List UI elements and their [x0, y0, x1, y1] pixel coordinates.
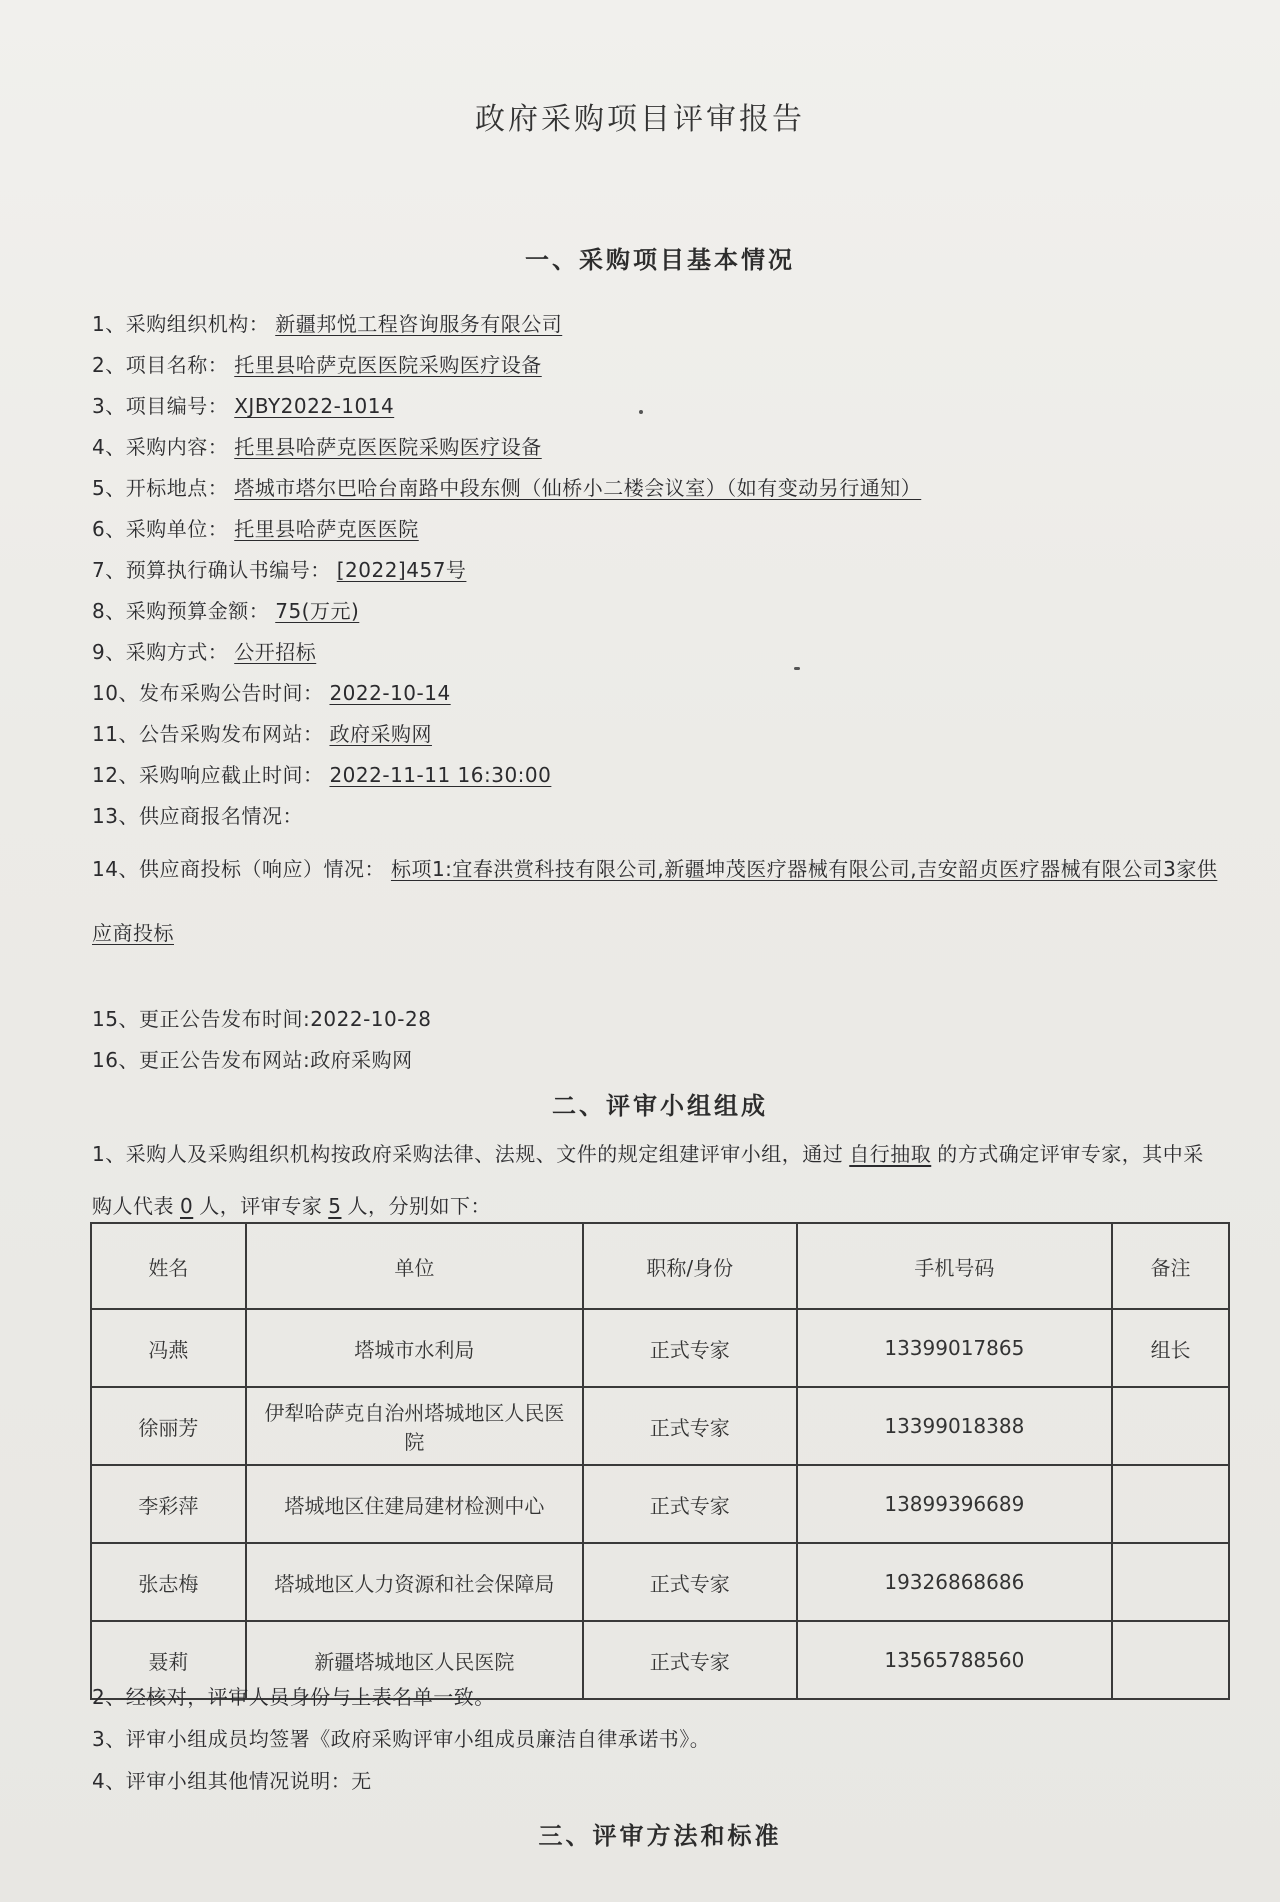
cell-title: 正式专家 — [583, 1465, 797, 1543]
info-value: XJBY2022-1014 — [234, 394, 395, 418]
paragraph-text: 的方式确定评审专家，其中采购人代表 — [92, 1142, 1204, 1218]
info-item — [92, 386, 1222, 427]
info-value: 75(万元) — [275, 599, 360, 623]
header-remark: 备注 — [1112, 1223, 1229, 1309]
cell-phone: 13565788560 — [797, 1621, 1113, 1699]
cell-unit: 塔城地区人力资源和社会保障局 — [246, 1543, 583, 1621]
cell-name: 徐丽芳 — [91, 1387, 246, 1465]
document-title: 政府采购项目评审报告 — [475, 102, 805, 137]
cell-remark: 组长 — [1112, 1309, 1229, 1387]
header-phone: 手机号码 — [797, 1223, 1113, 1309]
info-value: 标项1:宜春洪赏科技有限公司,新疆坤茂医疗器械有限公司,吉安韶贞医疗器械有限公司3家供应商投标 — [92, 857, 1218, 945]
info-item — [92, 632, 1222, 673]
cell-remark — [1112, 1465, 1229, 1543]
note-item: 4、评审小组其他情况说明：无 — [92, 1769, 372, 1793]
cell-name: 聂莉 — [91, 1621, 246, 1699]
table-header-row — [91, 1223, 1229, 1309]
table-row — [91, 1387, 1229, 1465]
info-value: 塔城市塔尔巴哈台南路中段东侧（仙桥小二楼会议室）（如有变动另行通知） — [234, 476, 922, 500]
selection-method: 自行抽取 — [849, 1142, 932, 1166]
info-item — [92, 304, 1222, 345]
info-label: 13、供应商报名情况： — [92, 804, 303, 828]
info-label: 4、采购内容： — [92, 435, 229, 459]
info-value: 托里县哈萨克医医院采购医疗设备 — [234, 435, 542, 459]
cell-unit: 伊犁哈萨克自治州塔城地区人民医院 — [246, 1387, 583, 1465]
cell-phone: 19326868686 — [797, 1543, 1113, 1621]
table-row — [91, 1465, 1229, 1543]
section2-heading: 二、评审小组组成 — [552, 1092, 768, 1120]
info-label: 14、供应商投标（响应）情况： — [92, 857, 385, 881]
info-label: 12、采购响应截止时间： — [92, 763, 324, 787]
table-row — [91, 1543, 1229, 1621]
note-item: 2、经核对，评审人员身份与上表名单一致。 — [92, 1685, 495, 1709]
header-unit: 单位 — [246, 1223, 583, 1309]
info-label: 8、采购预算金额： — [92, 599, 270, 623]
info-label: 7、预算执行确认书编号： — [92, 558, 331, 582]
project-info-list — [92, 304, 1222, 1081]
info-item — [92, 796, 1222, 837]
info-value: 政府采购网 — [329, 722, 432, 746]
paragraph-text: 人，评审专家 — [199, 1194, 323, 1218]
cell-phone: 13399017865 — [797, 1309, 1113, 1387]
header-title: 职称/身份 — [583, 1223, 797, 1309]
cell-title: 正式专家 — [583, 1621, 797, 1699]
info-label: 16、更正公告发布网站: — [92, 1048, 311, 1072]
info-value: [2022]457号 — [336, 558, 467, 582]
info-label: 5、开标地点： — [92, 476, 229, 500]
info-item — [92, 427, 1222, 468]
cell-phone: 13899396689 — [797, 1465, 1113, 1543]
info-value: 托里县哈萨克医医院 — [234, 517, 419, 541]
info-label: 3、项目编号： — [92, 394, 229, 418]
panel-formation-paragraph — [92, 1128, 1222, 1232]
info-value: 2022-11-11 16:30:00 — [329, 763, 552, 787]
info-value: 政府采购网 — [310, 1048, 413, 1072]
cell-title: 正式专家 — [583, 1387, 797, 1465]
info-label: 11、公告采购发布网站： — [92, 722, 324, 746]
info-item — [92, 550, 1222, 591]
info-item — [92, 714, 1222, 755]
info-label: 1、采购组织机构： — [92, 312, 270, 336]
info-value: 公开招标 — [234, 640, 317, 664]
info-item — [92, 1040, 1222, 1081]
cell-name: 张志梅 — [91, 1543, 246, 1621]
paper-speck — [639, 410, 643, 414]
representative-count: 0 — [180, 1194, 194, 1218]
cell-name: 李彩萍 — [91, 1465, 246, 1543]
paragraph-text: 人，分别如下： — [347, 1194, 491, 1218]
info-label: 10、发布采购公告时间： — [92, 681, 324, 705]
paragraph-text: 1、采购人及采购组织机构按政府采购法律、法规、文件的规定组建评审小组，通过 — [92, 1142, 844, 1166]
info-value: 2022-10-28 — [310, 1007, 432, 1031]
section1-heading: 一、采购项目基本情况 — [525, 246, 795, 274]
info-item — [92, 468, 1222, 509]
info-value: 托里县哈萨克医医院采购医疗设备 — [234, 353, 542, 377]
info-item — [92, 837, 1222, 965]
info-item — [92, 673, 1222, 714]
info-item — [92, 591, 1222, 632]
info-label: 15、更正公告发布时间: — [92, 1007, 311, 1031]
info-item — [92, 999, 1222, 1040]
info-value: 2022-10-14 — [329, 681, 451, 705]
header-name: 姓名 — [91, 1223, 246, 1309]
info-value: 新疆邦悦工程咨询服务有限公司 — [275, 312, 563, 336]
cell-phone: 13399018388 — [797, 1387, 1113, 1465]
cell-remark — [1112, 1543, 1229, 1621]
note-item: 3、评审小组成员均签署《政府采购评审小组成员廉洁自律承诺书》。 — [92, 1727, 711, 1751]
section3-heading: 三、评审方法和标准 — [538, 1822, 782, 1850]
cell-title: 正式专家 — [583, 1309, 797, 1387]
cell-remark — [1112, 1387, 1229, 1465]
cell-unit: 新疆塔城地区人民医院 — [246, 1621, 583, 1699]
cell-name: 冯燕 — [91, 1309, 246, 1387]
paper-speck — [794, 667, 800, 670]
cell-unit: 塔城市水利局 — [246, 1309, 583, 1387]
expert-table — [90, 1222, 1230, 1700]
panel-notes — [92, 1676, 1222, 1802]
expert-count: 5 — [328, 1194, 342, 1218]
info-item — [92, 755, 1222, 796]
cell-title: 正式专家 — [583, 1543, 797, 1621]
table-row — [91, 1309, 1229, 1387]
info-label: 6、采购单位： — [92, 517, 229, 541]
info-item — [92, 509, 1222, 550]
info-item — [92, 345, 1222, 386]
info-label: 9、采购方式： — [92, 640, 229, 664]
cell-unit: 塔城地区住建局建材检测中心 — [246, 1465, 583, 1543]
info-label: 2、项目名称： — [92, 353, 229, 377]
